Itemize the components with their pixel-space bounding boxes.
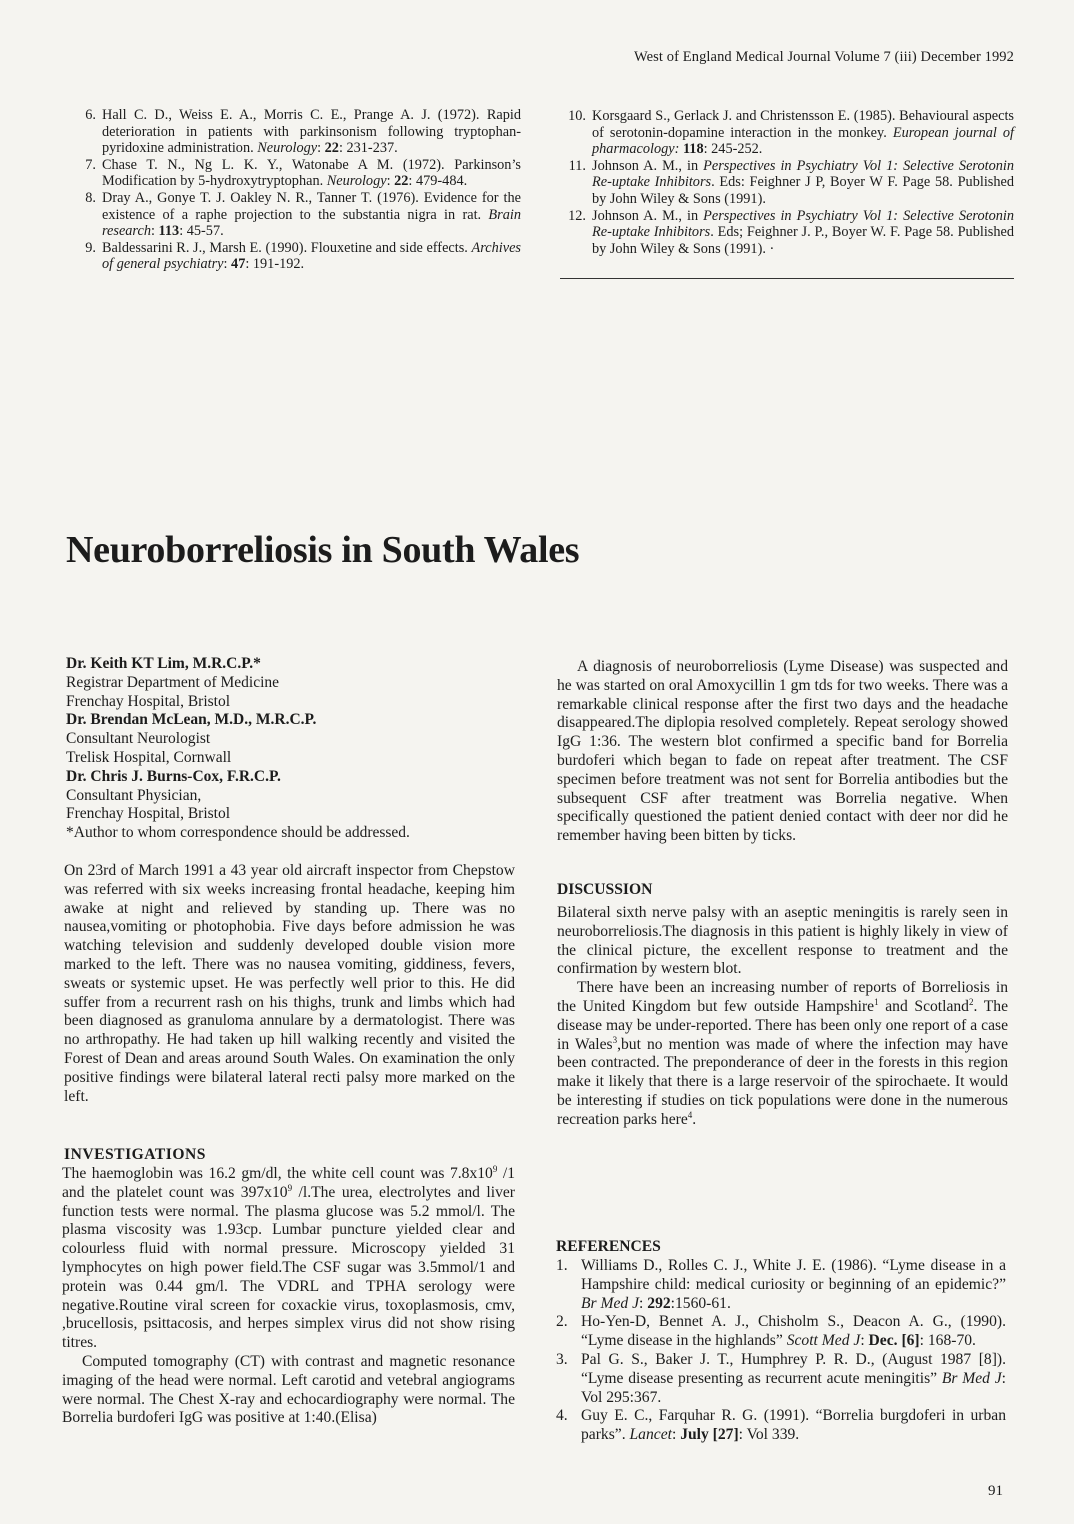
author-affiliation: Registrar Department of Medicine — [66, 673, 280, 691]
author-affiliation: Trelisk Hospital, Cornwall — [66, 748, 232, 766]
case-report-text: On 23rd of March 1991 a 43 year old aircraft inspector from Chepstow was referred with six weeks increasing frontal headache, keeping him awake at night and relieved by standing up. There was no nausea,vomiting or photophobia. Five days before admission he was watching television and suddenly developed double vision more marked to the left. There was no nausea vomiting, giddiness, fevers, sweats or systemic upset. He was perfectly well prior to this. He did suffer from a recurrent rash on his thighs, trunk and limbs which had been diagnosed as granuloma annulare by a dermatologist. There was no arthropathy. He had taken up hill walking recently and visited the Forest of Dean and areas around South Wales. On examination the only positive findings were bilateral lateral recti palsy more marked on the left. — [64, 862, 515, 1105]
author-name: Dr. Brendan McLean, M.D., M.R.C.P. — [66, 711, 317, 729]
reference-item: 8. Dray A., Gonye T. J. Oakley N. R., Tanner T. (1976). Evidence for the existence of a raphe projection to the substantia nigra in rat. Brain research: 113: 45-57. — [85, 189, 521, 240]
author-name: Dr. Keith KT Lim, M.R.C.P.* — [66, 655, 261, 672]
reference-item: 11. Johnson A. M., in Perspectives in Psychiatry Vol 1: Selective Serotonin Re-uptake Inhibitors. Eds: Feighner J P, Boyer W F. Page 58. Published by John Wiley & Sons (1991). — [568, 157, 1015, 207]
reference-item: 1. Williams D., Rolles C. J., White J. E. (1986). “Lyme disease in a Hampshire child: medical curiosity or beginning of an epidemic?” Br Med J: 292:1560-61. — [556, 1257, 1006, 1312]
reference-item: 3. Pal G. S., Baker J. T., Humphrey P. R. D., (August 1987 [8]). “Lyme disease presenting as recurrent acute meningitis” Br Med J: Vol 295:367. — [556, 1350, 1006, 1406]
reference-item: 7. Chase T. N., Ng L. K. Y., Watonabe A M. (1972). Parkinson’s Modification by 5-hydroxytryptophan. Neurology: 22: 479-484. — [85, 156, 521, 190]
author-name: Dr. Chris J. Burns-Cox, F.R.C.P. — [66, 767, 281, 785]
section-divider — [560, 278, 1014, 279]
journal-header: West of England Medical Journal Volume 7 (iii) December 1992 — [634, 49, 1014, 65]
author-block — [66, 655, 526, 843]
reference-item: 4. Guy E. C., Farquhar R. G. (1991). “Borrelia burgdoferi in urban parks”. Lancet: July [27]: Vol 339. — [556, 1407, 1006, 1444]
reference-item: 2. Ho-Yen-D, Bennet A. J., Chisholm S., Deacon A. G., (1990). “Lyme disease in the highlands” Scott Med J: Dec. [6]: 168-70. — [556, 1313, 1006, 1350]
treatment-text: A diagnosis of neuroborreliosis (Lyme Disease) was suspected and he was started on oral Amoxycillin 1 gm tds for two weeks. There was a remarkable clinical response after the first two days and the headache disappeared.The diplopia resolved completely. Repeat serology showed IgG 1:36. The western blot confirmed a specific band for Borrelia burdoferi which began to fade on repeat after treatment. The CSF specimen before treatment was not sent for Borrelia antibodies but the subsequent CSF after treatment was Borrelia negative. When specifically questioned the patient denied contact with deer nor did he remember having been bitten by ticks. — [557, 658, 1008, 845]
correspondence-note: *Author to whom correspondence should be addressed. — [66, 824, 410, 842]
reference-item: 12. Johnson A. M., in Perspectives in Psychiatry Vol 1: Selective Serotonin Re-uptake Inhibitors. Eds; Feighner J. P., Boyer W. F. Page 58. Published by John Wiley & Sons (1991). · — [568, 207, 1015, 257]
references-heading: REFERENCES — [556, 1238, 661, 1255]
discussion-heading: DISCUSSION — [557, 881, 653, 898]
reference-item: 6. Hall C. D., Weiss E. A., Morris C. E., Prange A. J. (1972). Rapid deterioration in patients with parkinsonism following tryptophan-pyridoxine administration. Neurology: 22: 231-237. — [85, 107, 521, 157]
reference-item: 9. Baldessarini R. J., Marsh E. (1990). Flouxetine and side effects. Archives of general psychiatry: 47: 191-192. — [85, 239, 521, 273]
author-affiliation: Frenchay Hospital, Bristol — [66, 805, 231, 823]
author-affiliation: Consultant Neurologist — [66, 730, 211, 748]
previous-references-left — [77, 107, 521, 273]
author-affiliation: Consultant Physician, — [66, 786, 202, 804]
previous-references-right — [560, 108, 1014, 257]
article-title: Neuroborreliosis in South Wales — [66, 529, 580, 571]
investigations-heading: INVESTIGATIONS — [64, 1146, 206, 1163]
investigations-text: The haemoglobin was 16.2 gm/dl, the white cell count was $7.8x10^9$ /1 and the platelet count was $397x10^9$ /l.The urea, electrolytes and liver function tests were normal. The plasma glucose was 5.2 mmol/l. The plasma viscosity was 1.93cp. Lumbar puncture yielded clear and colourless fluid with normal pressure. Microscopy yielded 31 lymphocytes on high power field.The CSF sugar was 3.5mmol/1 and protein was 0.44 gm/l. The VDRL and TPHA serology were negative.Routine viral screen for coxackie virus, toxoplasmosis, cmv, ,brucellosis, psittacosis, and herpes simplex virus did not show rising titres. Computed tomography (CT) with contrast and magnetic resonance imaging of the head were normal. Left carotid and vetebral angiograms were normal. The Chest X-ray and echocardiography were normal. The Borrelia burdoferi IgG was positive at 1:40.(Elisa) — [62, 1163, 516, 1427]
reference-item: 10. Korsgaard S., Gerlack J. and Christensson E. (1985). Behavioural aspects of serotonin-dopamine interaction in the monkey. European journal of pharmacology: 118: 245-252. — [568, 108, 1014, 158]
author-affiliation: Frenchay Hospital, Bristol — [66, 692, 231, 710]
references-list — [556, 1257, 1006, 1445]
discussion-text: Bilateral sixth nerve palsy with an aseptic meningitis is rarely seen in neuroborreliosis.The diagnosis in this patient is highly likely in view of the clinical picture, the excellent response to treatment and the confirmation by western blot. There have been an increasing number of reports of Borreliosis in the United Kingdom but few outside Hampshire$^1$ and Scotland$^2$. The disease may be under-reported. There has been only one report of a case in Wales$^3$,but no mention was made of where the infection may have been contracted. The preponderance of deer in the forests in this region make it likely that there is a large reservoir of the spirochaete. It would be interesting if studies on tick populations were done in the numerous recreation parks here$^4$. — [557, 904, 1008, 1128]
page-number: 91 — [988, 1483, 1003, 1499]
